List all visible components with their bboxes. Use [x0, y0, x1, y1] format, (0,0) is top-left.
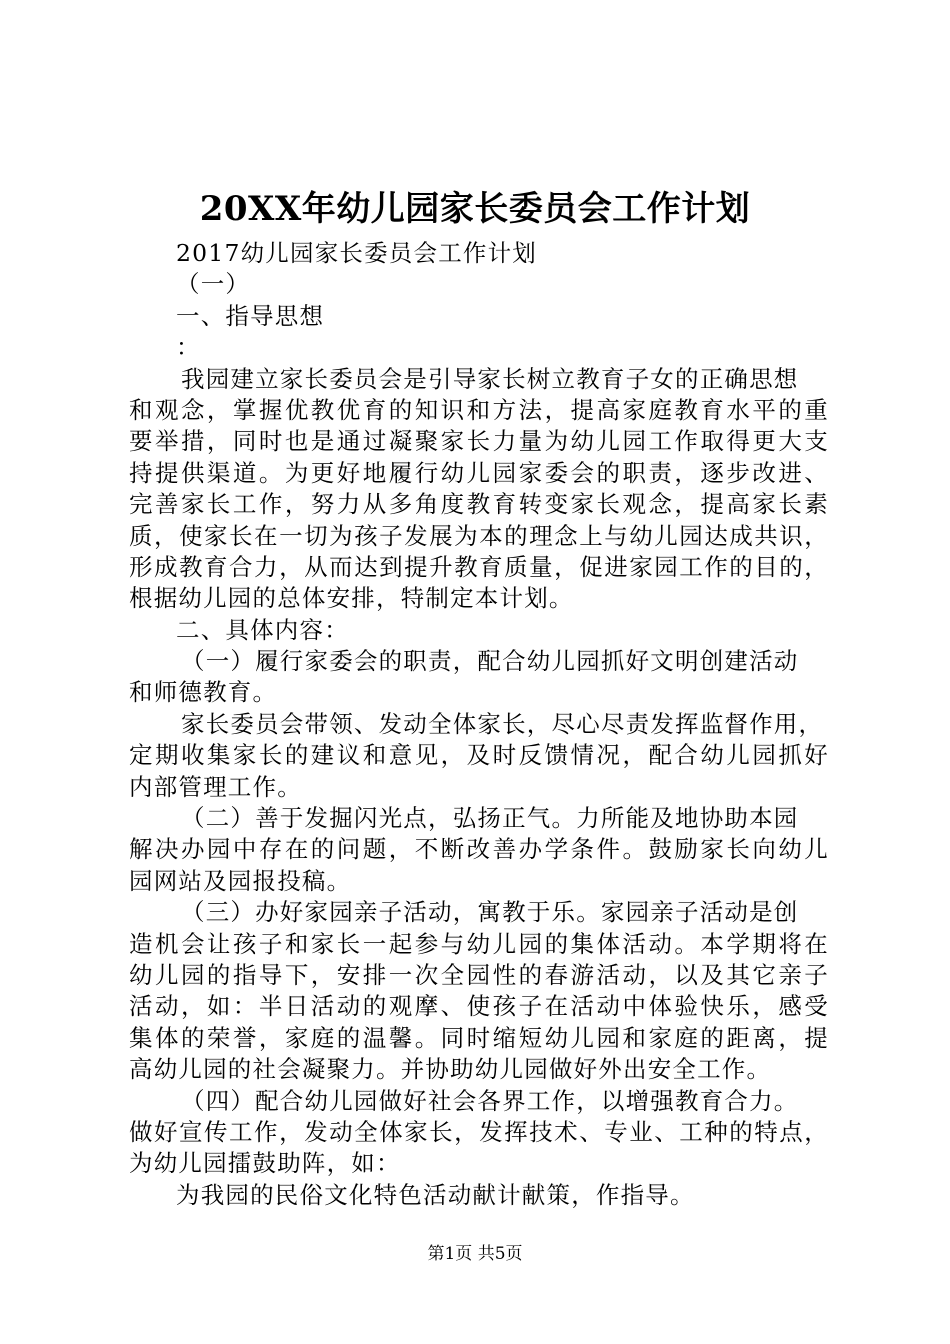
page-number-footer: 第1页 共5页 — [427, 1244, 523, 1264]
paragraph-line: 家长委员会带领、发动全体家长，尽心尽责发挥监督作用， — [181, 709, 824, 738]
paragraph-line: 为幼儿园擂鼓助阵，如： — [129, 1149, 401, 1178]
paragraph-line: 要举措，同时也是通过凝聚家长力量为幼儿园工作取得更大支 — [129, 427, 829, 456]
paragraph-line: （四）配合幼儿园做好社会各界工作，以增强教育合力。 — [181, 1086, 799, 1115]
section-heading-specific-content: 二、具体内容： — [176, 615, 349, 644]
paragraph-line: 定期收集家长的建议和意见，及时反馈情况，配合幼儿园抓好 — [129, 741, 829, 770]
paragraph-line: 和观念，掌握优教优育的知识和方法，提高家庭教育水平的重 — [129, 395, 829, 424]
paragraph-line: 内部管理工作。 — [129, 772, 302, 801]
paragraph-line: 形成教育合力，从而达到提升教育质量，促进家园工作的目的， — [129, 552, 829, 581]
paragraph-line: 高幼儿园的社会凝聚力。并协助幼儿园做好外出安全工作。 — [129, 1055, 772, 1084]
paragraph-line: 造机会让孩子和家长一起参与幼儿园的集体活动。本学期将在 — [129, 929, 829, 958]
paragraph-line: 活动，如：半日活动的观摩、使孩子在活动中体验快乐，感受 — [129, 992, 829, 1021]
document-title: 20XX年幼儿园家长委员会工作计划 — [199, 189, 751, 229]
colon-line: ： — [176, 333, 201, 362]
paragraph-line: 和师德教育。 — [129, 678, 278, 707]
paragraph-line: 持提供渠道。为更好地履行幼儿园家委会的职责，逐步改进、 — [129, 458, 829, 487]
paragraph-line: 集体的荣誉，家庭的温馨。同时缩短幼儿园和家庭的距离，提 — [129, 1023, 829, 1052]
paragraph-line: （一）履行家委会的职责，配合幼儿园抓好文明创建活动 — [181, 647, 799, 676]
paragraph-line: （三）办好家园亲子活动，寓教于乐。家园亲子活动是创 — [181, 898, 799, 927]
subtitle-line: 2017幼儿园家长委员会工作计划 — [176, 239, 538, 267]
paragraph-line: 质，使家长在一切为孩子发展为本的理念上与幼儿园达成共识， — [129, 521, 829, 550]
section-number-line: （一） — [176, 270, 251, 299]
section-heading-guiding-thought: 一、指导思想 — [176, 301, 325, 330]
paragraph-line: 做好宣传工作，发动全体家长，发挥技术、专业、工种的特点， — [129, 1117, 829, 1146]
paragraph-line: 解决办园中存在的问题，不断改善办学条件。鼓励家长向幼儿 — [129, 835, 829, 864]
paragraph-line: 园网站及园报投稿。 — [129, 866, 352, 895]
paragraph-line: 根据幼儿园的总体安排，特制定本计划。 — [129, 584, 574, 613]
paragraph-line: 幼儿园的指导下，安排一次全园性的春游活动，以及其它亲子 — [129, 960, 829, 989]
document-body — [129, 238, 829, 1211]
paragraph-line: （二）善于发掘闪光点，弘扬正气。力所能及地协助本园 — [181, 804, 799, 833]
paragraph-line: 我园建立家长委员会是引导家长树立教育子女的正确思想 — [181, 364, 799, 393]
paragraph-line: 完善家长工作，努力从多角度教育转变家长观念，提高家长素 — [129, 490, 829, 519]
paragraph-line: 为我园的民俗文化特色活动献计献策，作指导。 — [176, 1180, 695, 1209]
